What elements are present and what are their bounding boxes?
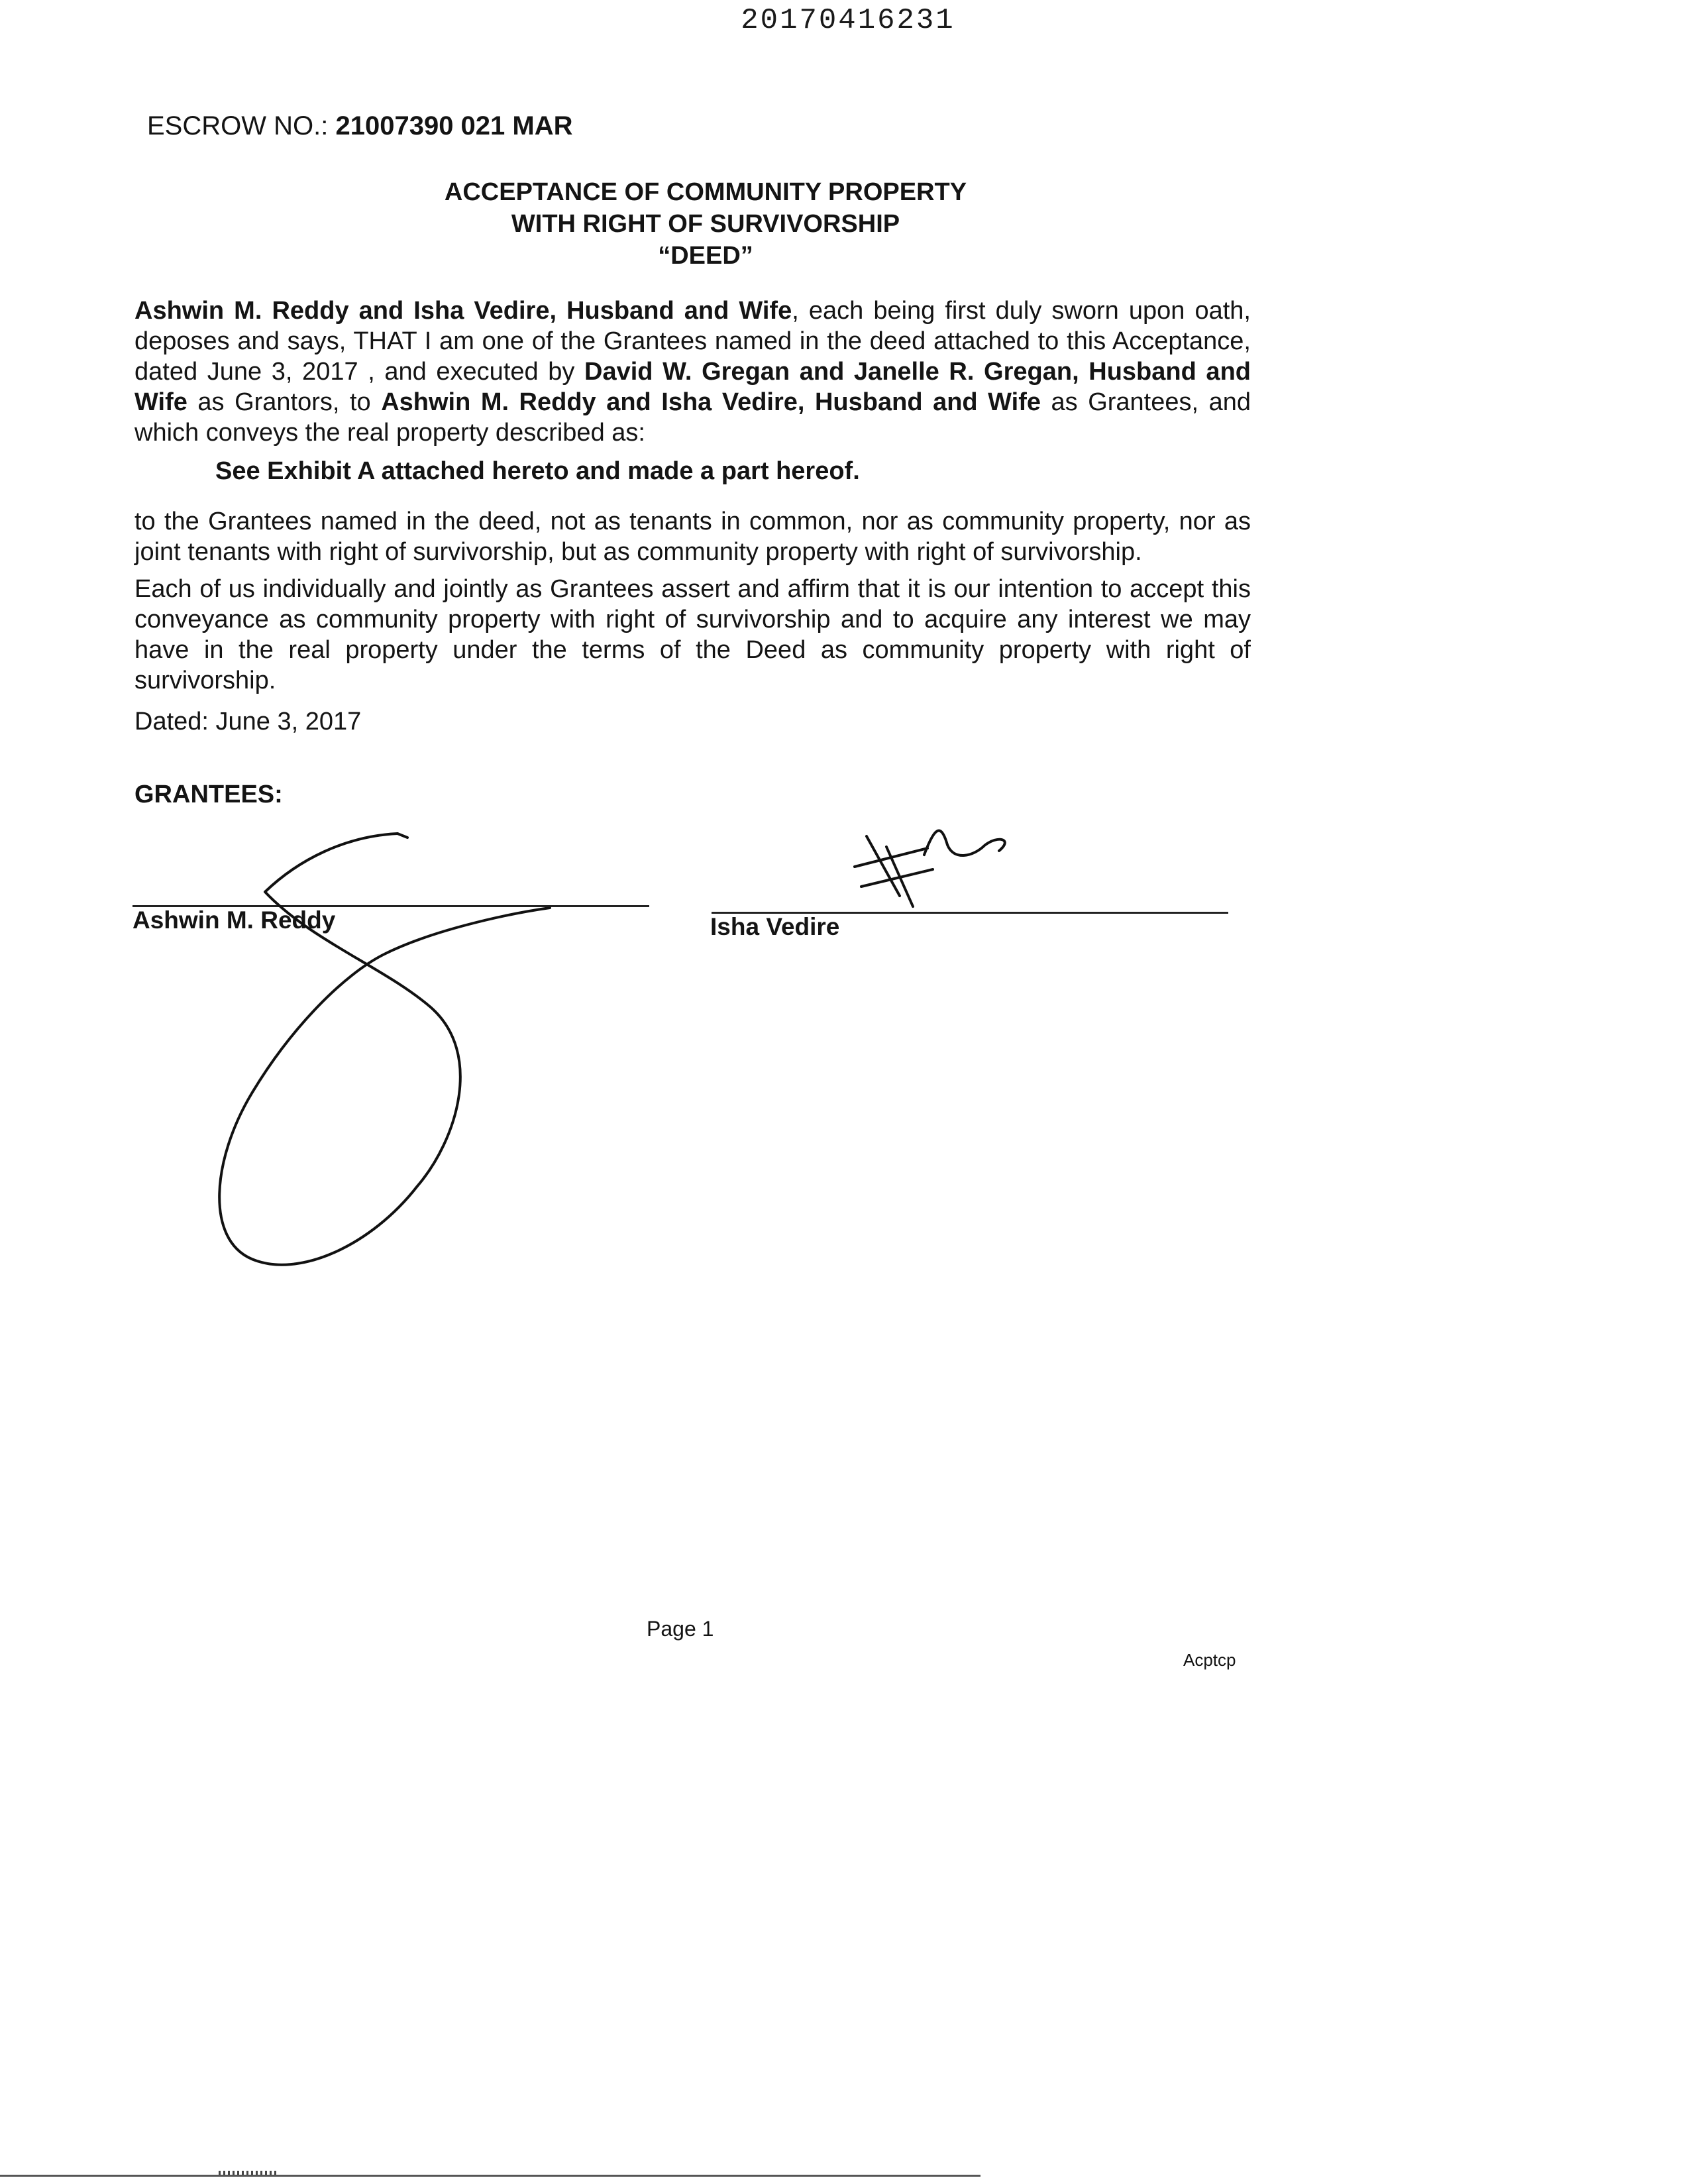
escrow-value: 21007390 021 MAR xyxy=(335,111,573,140)
oath-text-3: as Grantees, and which conveys the real property described as: xyxy=(134,388,1251,447)
signature-isha-cross-2 xyxy=(861,869,933,887)
tenancy-paragraph: to the Grantees named in the deed, not as tenants in common, nor as community property, nor as joint tenants with right of survivorship, but as community property with right of survivorship. xyxy=(134,508,1251,566)
signature-isha-tail xyxy=(924,831,1005,855)
oath-paragraph xyxy=(134,296,1251,448)
grantees-heading: GRANTEES: xyxy=(134,781,283,808)
recording-number: 20170416231 xyxy=(741,4,955,37)
page-number: Page 1 xyxy=(647,1617,714,1641)
scan-artifact-line xyxy=(0,2175,980,2177)
grantors-names: David W. Gregan and Janelle R. Gregan, Husband and Wife xyxy=(134,358,1251,416)
escrow-number xyxy=(147,111,573,141)
scan-artifact-dots xyxy=(219,2171,278,2175)
escrow-label: ESCROW NO.: xyxy=(147,111,329,140)
signature-ashwin-tail xyxy=(398,834,407,838)
title-line-1: ACCEPTANCE OF COMMUNITY PROPERTY xyxy=(444,178,967,206)
title-line-3: “DEED” xyxy=(658,242,753,270)
document-title xyxy=(0,176,1411,272)
signature-isha-cross-1 xyxy=(855,848,928,867)
grantees-names: Ashwin M. Reddy and Isha Vedire, Husband and Wife xyxy=(134,297,792,325)
date-line: Dated: June 3, 2017 xyxy=(134,708,362,736)
signature-isha-bar-2 xyxy=(886,847,913,906)
grantees-names-2: Ashwin M. Reddy and Isha Vedire, Husband and Wife xyxy=(381,388,1041,416)
signer-name-right: Isha Vedire xyxy=(710,913,840,940)
oath-text-2: as Grantors, to xyxy=(187,388,382,416)
exhibit-reference: See Exhibit A attached hereto and made a part hereof. xyxy=(215,457,860,485)
signature-isha-bar-1 xyxy=(867,836,900,896)
form-code: Acptcp xyxy=(1183,1650,1236,1670)
signer-name-left: Ashwin M. Reddy xyxy=(132,906,336,934)
title-line-2: WITH RIGHT OF SURVIVORSHIP xyxy=(511,210,900,238)
affirmation-paragraph: Each of us individually and jointly as Grantees assert and affirm that it is our intention to accept this conveyance as community property with right of survivorship and to acquire any interest we may have in the real property under the terms of the Deed as community property with right of survivorship. xyxy=(134,575,1251,694)
oath-text-1: , each being first duly sworn upon oath, deposes and says, THAT I am one of the Grantees named in the deed attached to this Acceptance, dated June 3, 2017 , and executed by xyxy=(134,297,1251,386)
signature-ashwin xyxy=(219,834,550,1265)
